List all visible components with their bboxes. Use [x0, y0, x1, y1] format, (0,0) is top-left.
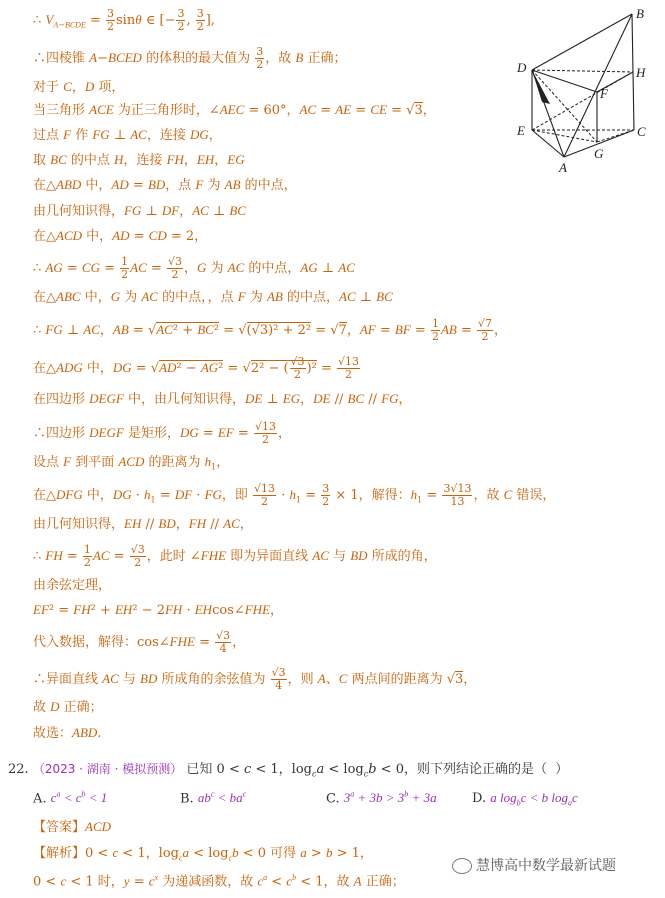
solution-line-3: 对于 C，D 项，: [33, 79, 125, 95]
solution-line-24: 故 D 正确；: [33, 699, 103, 715]
solution-line-22: 代入数据，解得：cos∠FHE = $\frac{√3}{4}$ ，: [33, 629, 246, 655]
solution-line-17: 在△DFG 中，DG · $h_1$ = DF · FG，即 $\frac{√13}{2}$ · $h_1$ = $\frac{3}{2}$ × 1，解得：$h_1$ = $\frac{3√13}{13}$ ，故 C 错误，: [33, 482, 556, 508]
label-D: D: [517, 60, 527, 75]
option-B[interactable]: B. $ab^c < ba^c$: [180, 790, 247, 807]
label-H: H: [636, 65, 646, 80]
question-header: 22. （2023 · 湖南 · 模拟预测） 已知 0 < c < 1，$\log_ca < \log_cb < 0$，则下列结论正确的是（ ）: [8, 762, 569, 779]
solution-line-15: ∴四边形 DEGF 是矩形，DG = EF = $\frac{√13}{2}$ ，: [33, 420, 291, 446]
solution-line-6: 取 BC 的中点 H，连接 FH，EH，EG: [33, 152, 245, 168]
analysis-label: 【解析】: [33, 846, 86, 861]
label-F: F: [600, 86, 608, 101]
solution-line-16: 设点 F 到平面 ACD 的距离为 $h_1$，: [33, 454, 230, 472]
solution-line-23: ∴异面直线 AC 与 BD 所成角的余弦值为 $\frac{√3}{4}$ ，则 A、C 两点间的距离为 √3，: [33, 666, 477, 692]
solution-line-1: ∴ $V_{A-BCDE}$ = $\frac{3}{2}$ sinθ ∈ [− $\frac{3}{2}$ , $\frac{3}{2}$ ],: [33, 7, 215, 33]
solution-line-14: 在四边形 DEGF 中，由几何知识得，DE ⊥ EG，DE // BC // FG，: [33, 391, 412, 407]
question-number: 22.: [8, 762, 29, 777]
answer-line: [33, 818, 111, 837]
solution-line-5: 过点 F 作 FG ⊥ AC，连接 DG，: [33, 127, 222, 143]
solution-line-19: ∴ FH = $\frac{1}{2}$ AC = $\frac{√3}{2}$ ，此时 ∠FHE 即为异面直线 AC 与 BD 所成的角，: [33, 543, 437, 569]
analysis-line-1: 【解析】0 < c < 1，$\log_ca < \log_cb < 0$ 可得 a > b > 1，: [33, 845, 373, 863]
analysis-line-2: 0 < c < 1 时，$y = c^x$ 为递减函数，故 $c^a < c^b < 1$，故 A 正确；: [33, 873, 405, 890]
label-B: B: [636, 6, 644, 21]
option-C[interactable]: C. $3^a + 3b > 3^b + 3a$: [326, 790, 437, 807]
option-A[interactable]: A. $c^a < c^b < 1$: [33, 790, 108, 807]
solution-line-12: ∴ FG ⊥ AC，AB = √AC² + BC² = √(√3)² + 2² = √7，AF = BF = $\frac{1}{2}$ AB = $\frac{√7}{2}$ ，: [33, 317, 508, 343]
solution-line-7: 在△ABD 中，AD = BD，点 F 为 AB 的中点，: [33, 177, 297, 193]
answer-value: ACD: [85, 819, 112, 834]
solution-line-13: 在△ADG 中，DG = √AD² − AG² = √2² − ( $\frac{√3}{2}$ )² = $\frac{√13}{2}$: [33, 355, 360, 381]
label-C: C: [637, 124, 646, 139]
solution-line-11: 在△ABC 中，G 为 AC 的中点，，点 F 为 AB 的中点，AC ⊥ BC: [33, 289, 393, 305]
solution-line-25: 故选：ABD.: [33, 725, 102, 741]
solution-line-21: EF² = FH² + EH² − 2FH · EHcos∠FHE，: [33, 602, 284, 618]
solution-line-18: 由几何知识得，EH // BD，FH // AC，: [33, 516, 253, 532]
solution-line-10: ∴ AG = CG = $\frac{1}{2}$ AC = $\frac{√3}{2}$ ，G 为 AC 的中点，AG ⊥ AC: [33, 255, 355, 281]
option-D[interactable]: D. a $\log_bc < b$ $\log_ac$: [472, 790, 578, 808]
label-A: A: [559, 160, 567, 175]
solution-line-2: ∴四棱锥 A−BCED 的体积的最大值为 $\frac{3}{2}$ ，故 B 正确；: [33, 45, 347, 71]
geometry-figure: [512, 2, 662, 180]
solution-line-8: 由几何知识得，FG ⊥ DF，AC ⊥ BC: [33, 203, 246, 219]
label-E: E: [517, 123, 525, 138]
solution-line-9: 在△ACD 中，AD = CD = 2，: [33, 228, 208, 244]
label-G: G: [594, 146, 604, 161]
question-source: （2023 · 湖南 · 模拟预测）: [32, 762, 183, 776]
solution-line-4: 当三角形 ACE 为正三角形时，∠AEC = 60°，AC = AE = CE = √3，: [33, 102, 436, 118]
watermark: 慧博高中数学最新试题: [452, 855, 616, 875]
answer-label: 【答案】: [33, 820, 86, 835]
wechat-icon: [452, 858, 472, 874]
solution-line-20: 由余弦定理，: [33, 578, 112, 593]
